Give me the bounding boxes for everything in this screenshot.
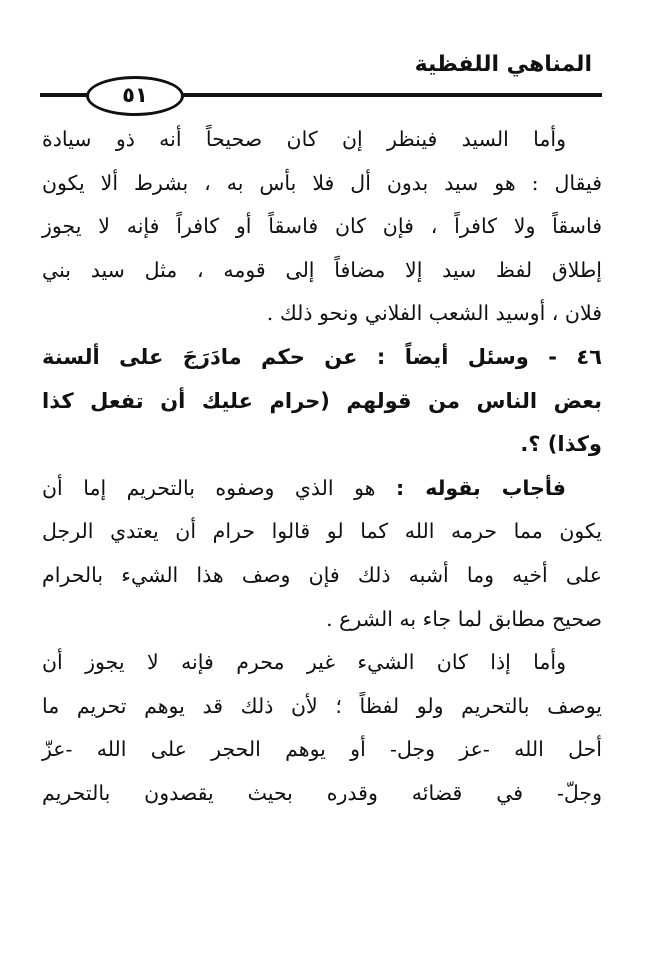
text-line: فاسقاً ولا كافراً ، فإن كان فاسقاً أو كافراً فإنه لا يجوز	[42, 214, 602, 239]
text-line: صحيح مطابق لما جاء به الشرع .	[326, 606, 602, 631]
text-line: وأما إذا كان الشيء غير محرم فإنه لا يجوز أن	[42, 650, 566, 675]
text-line: يوصف بالتحريم ولو لفظاً ؛ لأن ذلك قد يوهم تحريم ما	[42, 693, 602, 718]
answer-line	[42, 467, 602, 511]
question-line: بعض الناس من قولهم (حرام عليك أن تفعل كذا	[42, 388, 602, 413]
running-title: المناهي اللفظية	[414, 52, 592, 77]
question-line: ٤٦ - وسئل أيضاً : عن حكم مادَرَجَ على ألسنة	[42, 344, 602, 369]
answer-text: هو الذي وصفوه بالتحريم إما أن	[42, 475, 376, 500]
text-line: وجلّ- في قضائه وقدره بحيث يقصدون بالتحريم	[42, 780, 602, 805]
page-number-oval	[86, 76, 184, 116]
text-line: يكون مما حرمه الله كما لو قالوا حرام أن يعتدي الرجل	[42, 519, 602, 544]
text-line: أحل الله -عز وجل- أو يوهم الحجر على الله -عزّ	[42, 737, 602, 762]
question-line: وكذا) ؟.	[520, 432, 602, 457]
page-number: ٥١	[122, 83, 148, 107]
text-line: فيقال : هو سيد بدون أل فلا بأس به ، بشرط ألا يكون	[42, 170, 602, 195]
answer-label: فأجاب بقوله :	[395, 475, 566, 500]
text-line: وأما السيد فينظر إن كان صحيحاً أنه ذو سيادة	[42, 127, 566, 151]
text-line: إطلاق لفظ سيد إلا مضافاً إلى قومه ، مثل سيد بني	[42, 257, 602, 282]
text-line: فلان ، أوسيد الشعب الفلاني ونحو ذلك .	[266, 301, 602, 326]
body-text	[42, 118, 602, 816]
page-header	[40, 46, 602, 116]
text-line: على أخيه وما أشبه ذلك فإن وصف هذا الشيء بالحرام	[42, 562, 602, 587]
